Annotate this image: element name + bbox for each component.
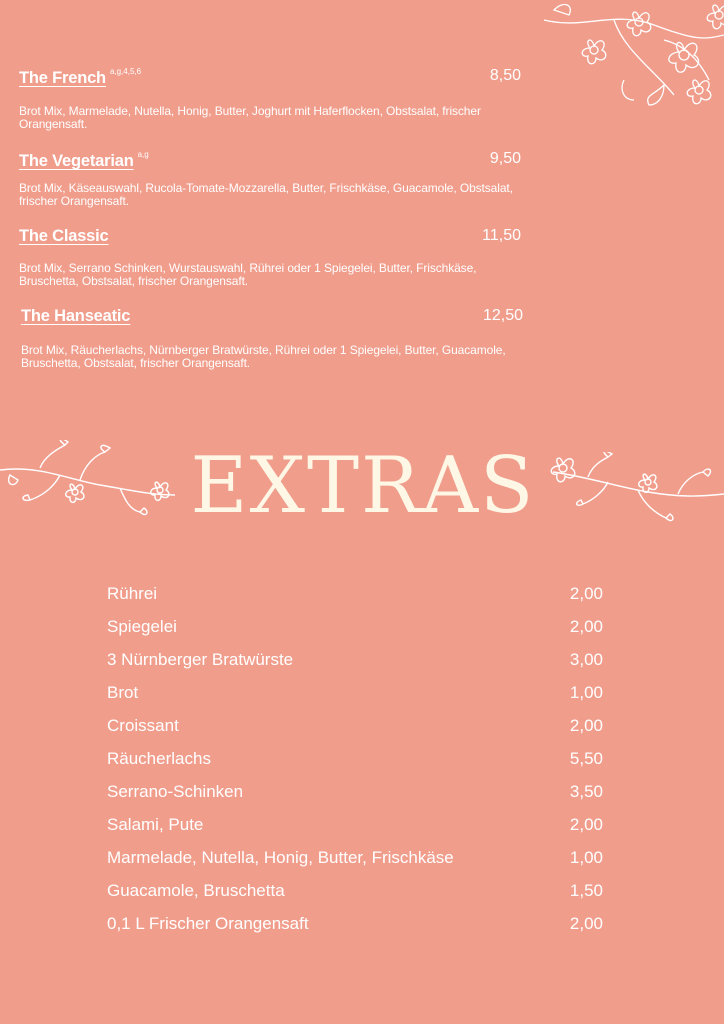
menu-item-name: The Vegetarian	[19, 152, 134, 170]
extras-item-price: 2,00	[569, 815, 603, 834]
extras-item	[107, 782, 603, 806]
extras-item-price: 5,50	[569, 749, 603, 768]
extras-item-name: Brot	[107, 683, 139, 702]
menu-item	[21, 307, 541, 369]
extras-item-name: Salami, Pute	[107, 815, 204, 834]
extras-item-name: Rührei	[107, 584, 158, 603]
extras-item	[107, 683, 603, 707]
menu-item-name: The Classic	[19, 227, 109, 245]
extras-item-price: 3,50	[569, 782, 603, 801]
extras-item	[107, 914, 603, 938]
menu-item	[19, 67, 539, 130]
extras-item	[107, 881, 603, 905]
extras-item	[107, 650, 603, 674]
extras-item-name: Spiegelei	[107, 617, 177, 636]
menu-item-name: The Hanseatic	[21, 307, 131, 325]
menu-item-allergens: a,g,4,5,6	[109, 67, 142, 76]
extras-item-name: Räucherlachs	[107, 749, 211, 768]
menu-item-price: 11,50	[482, 227, 521, 244]
floral-branch-right-icon	[548, 452, 724, 532]
menu-item-description: Brot Mix, Käseauswahl, Rucola-Tomate-Mozzarella, Butter, Frischkäse, Guacamole, Obstsalat, frischer Orangensaft.	[19, 181, 513, 208]
extras-title: EXTRAS	[190, 441, 536, 531]
extras-item-price: 1,50	[569, 881, 603, 900]
extras-item-name: Serrano-Schinken	[107, 782, 244, 801]
extras-item	[107, 617, 603, 641]
extras-item	[107, 848, 603, 872]
extras-item-name: 0,1 L Frischer Orangensaft	[107, 914, 309, 933]
extras-item	[107, 749, 603, 773]
menu-item	[19, 150, 539, 207]
extras-item-price: 1,00	[569, 683, 603, 702]
menu-item	[19, 227, 539, 287]
menu-item-description: Brot Mix, Serrano Schinken, Wurstauswahl, Rührei oder 1 Spiegelei, Butter, Frischkäse, Bruschetta, Obstsalat, frischer Orangensaft.	[19, 261, 477, 288]
extras-item	[107, 584, 603, 608]
menu-item-description: Brot Mix, Räucherlachs, Nürnberger Bratwürste, Rührei oder 1 Spiegelei, Butter, Guacamole, Bruschetta, Obstsalat, frischer Orangensaft.	[21, 343, 506, 370]
extras-item-price: 2,00	[569, 617, 603, 636]
extras-item	[107, 815, 603, 839]
extras-item-price: 2,00	[569, 716, 603, 735]
extras-item-name: Marmelade, Nutella, Honig, Butter, Frischkäse	[107, 848, 454, 867]
menu-item-price: 9,50	[489, 150, 521, 167]
extras-item-name: Croissant	[107, 716, 179, 735]
extras-item-name: 3 Nürnberger Bratwürste	[107, 650, 294, 669]
extras-item-price: 2,00	[569, 584, 603, 603]
menu-item-allergens: a,g	[137, 150, 149, 159]
extras-item-price: 3,00	[569, 650, 603, 669]
menu-item-price: 8,50	[489, 67, 521, 84]
menu-item-name: The French	[19, 69, 106, 87]
menu-item-description: Brot Mix, Marmelade, Nutella, Honig, Butter, Joghurt mit Haferflocken, Obstsalat, frischer Orangensaft.	[19, 104, 481, 131]
floral-corner-icon	[524, 0, 724, 120]
menu-item-price: 12,50	[482, 307, 523, 324]
extras-item-name: Guacamole, Bruschetta	[107, 881, 285, 900]
extras-item	[107, 716, 603, 740]
extras-item-price: 2,00	[569, 914, 603, 933]
extras-item-price: 1,00	[569, 848, 603, 867]
floral-branch-left-icon	[0, 440, 180, 520]
